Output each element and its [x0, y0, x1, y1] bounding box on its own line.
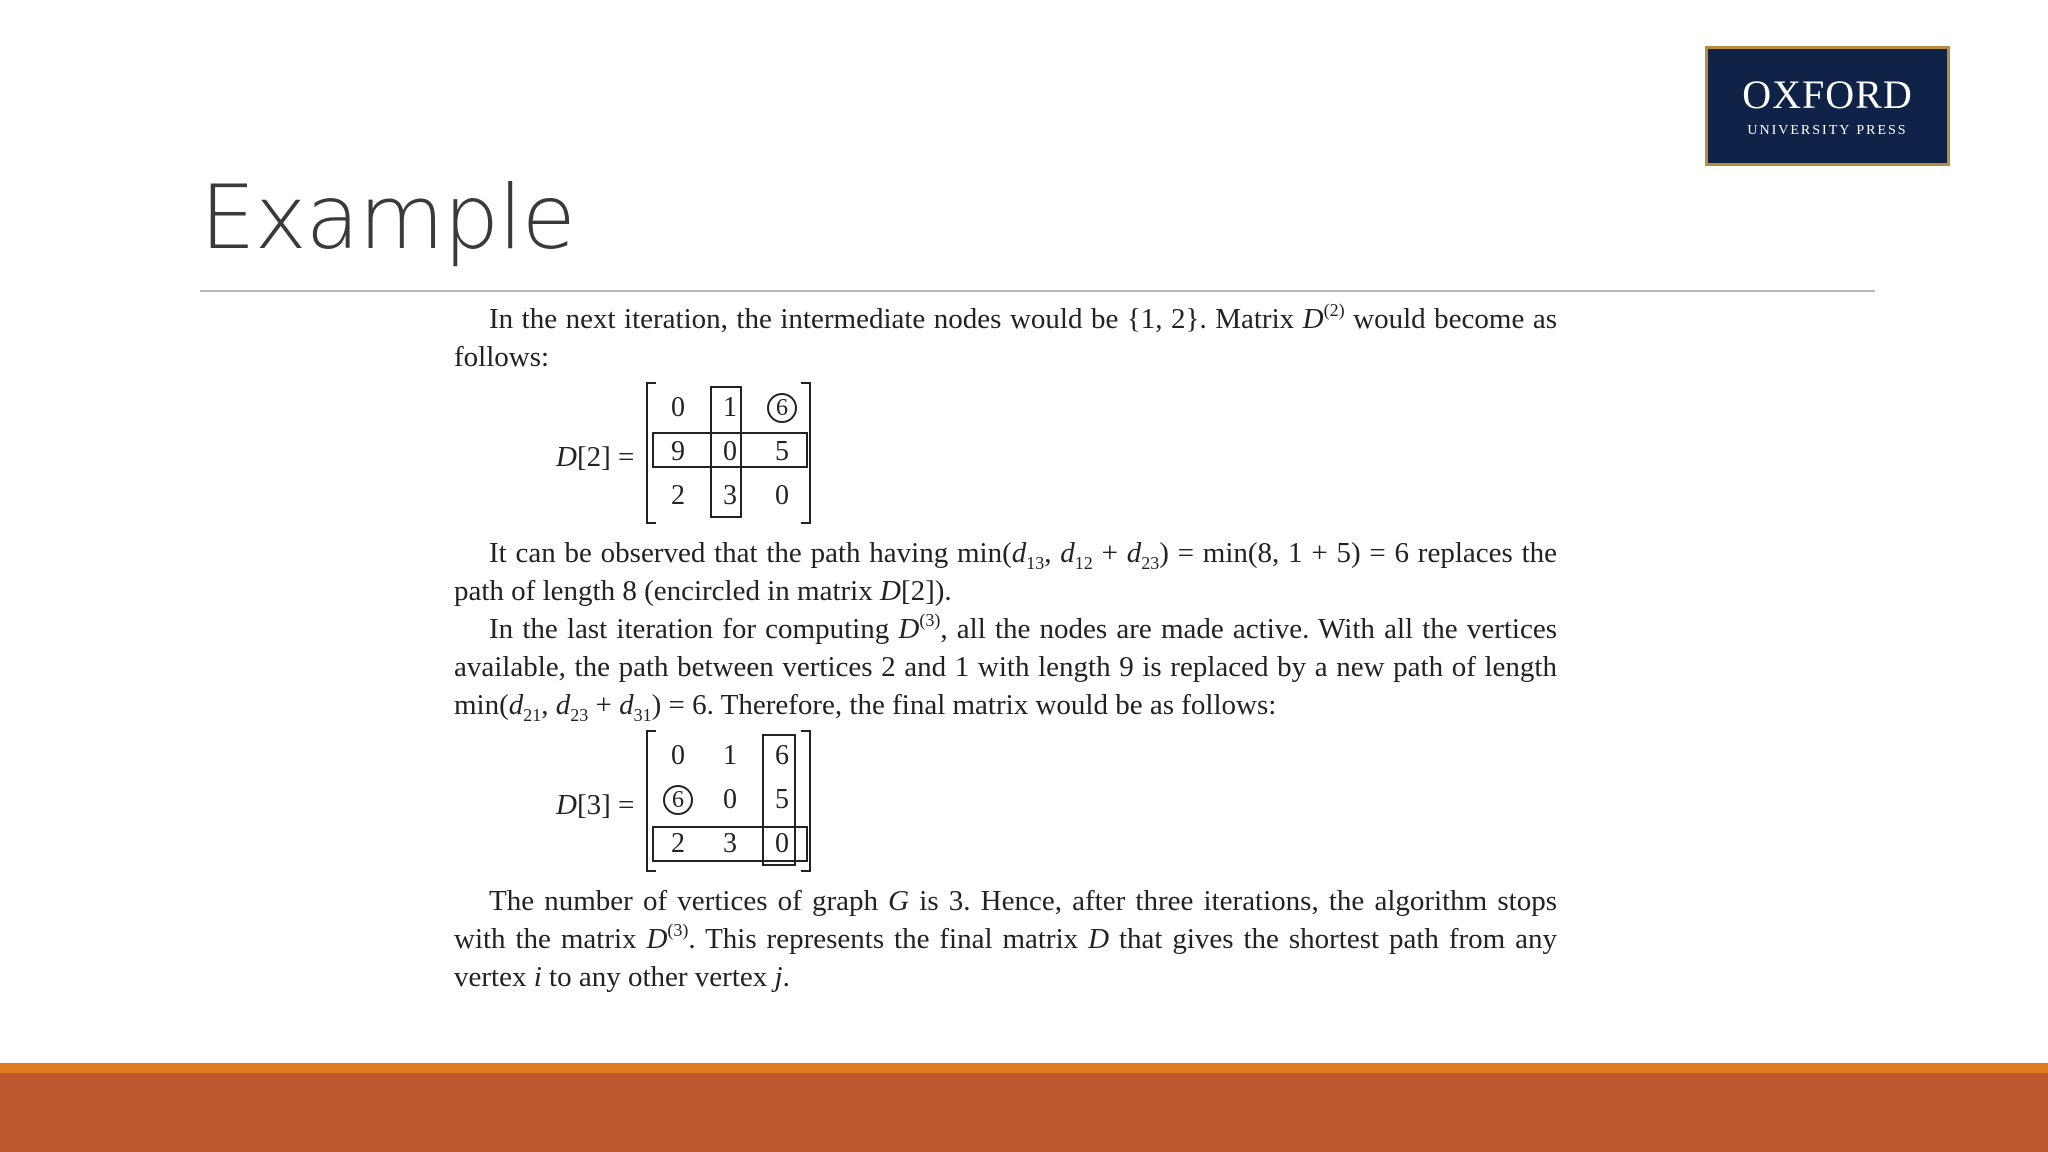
- para3-sub21: 21: [523, 705, 542, 725]
- para4-var: D: [646, 923, 668, 955]
- footer-bar: [0, 1073, 2048, 1152]
- matrix-d3-label-rest: [3] =: [576, 789, 635, 821]
- paragraph-1: [454, 300, 1557, 376]
- para2-text-c: [2]).: [900, 575, 952, 607]
- para3-sub31: 31: [633, 705, 652, 725]
- para3-d3: d: [619, 689, 634, 721]
- matrix-cell: 9: [671, 436, 685, 467]
- para4-j: j: [774, 961, 783, 993]
- paragraph-2: [454, 534, 1557, 610]
- matrix-cell: 5: [775, 436, 789, 467]
- matrix-d3-label: [556, 786, 634, 824]
- para4-sup: (3): [667, 920, 689, 940]
- para2-text-b: ) = min(8, 1 + 5) = 6 replaces the path of length 8 (encircled in matrix: [454, 537, 1557, 607]
- matrix-d2-grid: [652, 386, 808, 518]
- paragraph-3: [454, 610, 1557, 724]
- matrix-d3-label-var: D: [556, 789, 577, 821]
- matrix-cell: 0: [723, 436, 737, 467]
- para4-period: .: [782, 961, 790, 993]
- matrix-d2: [454, 382, 1557, 530]
- para4-d: D: [1088, 923, 1110, 955]
- para4-text-f: to any other vertex: [541, 961, 775, 993]
- para4-text-a: The number of vertices of graph: [489, 885, 889, 917]
- para3-text-a: In the last iteration for computing: [489, 613, 899, 645]
- matrix-cell: 3: [723, 480, 737, 511]
- para3-text-b: , all the nodes are made active. With all the vertices available, the path between vertices 2 and 1 with length 9 is replaced by a new path of length min(: [454, 613, 1558, 721]
- para3-sub23: 23: [570, 705, 589, 725]
- matrix-d2-label-rest: [2] =: [576, 441, 635, 473]
- para2-d3: d: [1126, 537, 1142, 569]
- circled-value: 6: [767, 393, 797, 423]
- logo-line1: OXFORD: [1742, 72, 1913, 117]
- para2-plus: +: [1092, 537, 1127, 569]
- matrix-cell: 1: [723, 740, 737, 771]
- para3-d1: d: [508, 689, 524, 721]
- matrix-d3: [454, 730, 1557, 878]
- para4-graph-var: G: [888, 885, 910, 917]
- para1-text-a: In the next iteration, the intermediate nodes would be {1, 2}. Matrix: [489, 303, 1303, 335]
- matrix-cell: 1: [723, 392, 737, 423]
- para4-text-b: is 3. Hence, after three iterations, the algorithm stops with the matrix: [454, 885, 1558, 955]
- matrix-cell-circled: [756, 386, 808, 430]
- para2-sub12: 12: [1074, 553, 1093, 573]
- para2-sub23: 23: [1141, 553, 1160, 573]
- para3-var: D: [898, 613, 920, 645]
- matrix-cell: 5: [775, 784, 789, 815]
- para2-var: D: [880, 575, 901, 607]
- para2-d1: d: [1011, 537, 1027, 569]
- matrix-cell: 6: [775, 740, 789, 771]
- slide-content: [454, 300, 1557, 996]
- paragraph-4: [454, 882, 1557, 996]
- matrix-d3-body: [646, 730, 811, 872]
- matrix-cell: 0: [723, 784, 737, 815]
- para3-plus: +: [588, 689, 620, 721]
- para3-text-c: ) = 6. Therefore, the final matrix would be as follows:: [651, 689, 1277, 721]
- matrix-d2-label-var: D: [556, 441, 577, 473]
- matrix-cell: 0: [775, 828, 789, 859]
- title-divider: [200, 290, 1875, 292]
- matrix-d2-body: [646, 382, 811, 524]
- para1-var: D: [1302, 303, 1324, 335]
- para2-comma: ,: [1044, 537, 1061, 569]
- footer-accent-line: [0, 1063, 2048, 1073]
- para1-sup: (2): [1323, 300, 1345, 320]
- para4-i: i: [533, 961, 542, 993]
- circled-value: 6: [663, 785, 693, 815]
- para3-d2: d: [555, 689, 571, 721]
- logo-line2: UNIVERSITY PRESS: [1747, 123, 1908, 138]
- matrix-cell: 2: [671, 828, 685, 859]
- matrix-cell: 2: [671, 480, 685, 511]
- matrix-cell: 0: [671, 392, 685, 423]
- para4-text-e: that gives the shortest path from any vertex: [454, 923, 1558, 993]
- para3-sup: (3): [919, 610, 941, 630]
- matrix-cell: 3: [723, 828, 737, 859]
- para1-text-b: would become as follows:: [454, 303, 1557, 373]
- para3-comma: ,: [541, 689, 556, 721]
- matrix-cell-circled: [652, 778, 704, 822]
- matrix-cell: 0: [671, 740, 685, 771]
- matrix-cell: 0: [775, 480, 789, 511]
- slide-title: Example: [200, 166, 575, 269]
- para2-sub13: 13: [1026, 553, 1045, 573]
- para4-text-c: . This represents the final matrix: [688, 923, 1089, 955]
- matrix-d2-label: [556, 438, 634, 476]
- para2-d2: d: [1060, 537, 1075, 569]
- para2-text-a: It can be observed that the path having min(: [489, 537, 1012, 569]
- oxford-logo: [1705, 46, 1950, 166]
- matrix-d3-grid: [652, 734, 808, 866]
